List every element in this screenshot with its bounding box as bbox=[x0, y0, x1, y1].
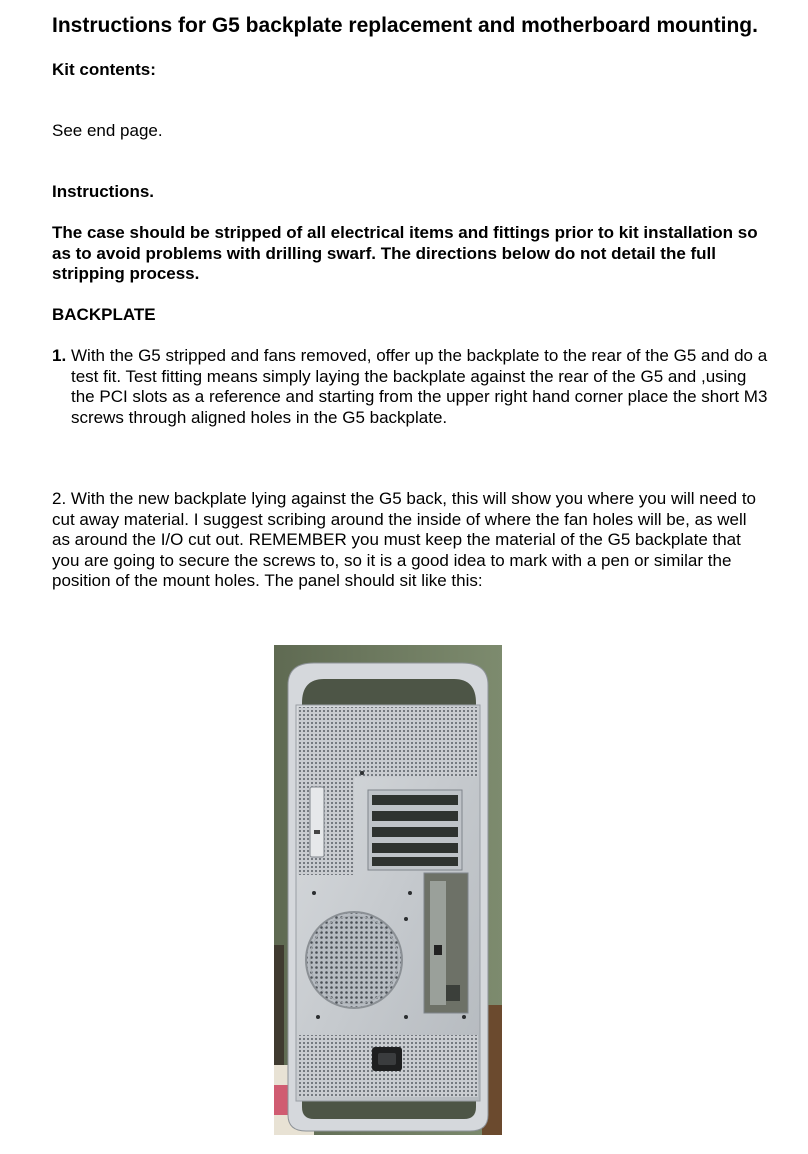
step-2 bbox=[52, 489, 768, 592]
step-2-text: With the new backplate lying against the G5 back, this will show you where you will need to cut away material. I suggest scribing around the inside of where the fan holes will be, as well as around the I/O cut out. REMEMBER you must keep the material of the G5 backplate that you are going to secure the screws to, so it is a good idea to mark with a pen or similar the position of the mount holes. The panel should sit like this: bbox=[52, 489, 757, 591]
warning-paragraph: The case should be stripped of all electrical items and fittings prior to kit installation so as to avoid problems with drilling swarf. The directions below do not detail the full stripping process. bbox=[52, 223, 758, 284]
kit-contents-text: See end page. bbox=[52, 121, 163, 140]
section-heading-backplate: BACKPLATE bbox=[52, 305, 156, 324]
step-1 bbox=[52, 346, 768, 428]
instructions-heading: Instructions. bbox=[52, 182, 155, 201]
page-title: Instructions for G5 backplate replacement and motherboard mounting. bbox=[52, 14, 758, 37]
step-2-number: 2. bbox=[52, 489, 67, 508]
kit-contents-heading: Kit contents: bbox=[52, 60, 156, 79]
step-1-text: With the G5 stripped and fans removed, offer up the backplate to the rear of the G5 and do a test fit. Test fitting means simply laying the backplate against the rear of the G5 and ,using the PCI slots as a reference and starting from the upper right hand corner place the short M3 screws through aligned holes in the G5 backplate. bbox=[71, 346, 768, 427]
g5-backplate-photo bbox=[274, 645, 502, 1135]
step-1-number: 1. bbox=[52, 346, 67, 365]
